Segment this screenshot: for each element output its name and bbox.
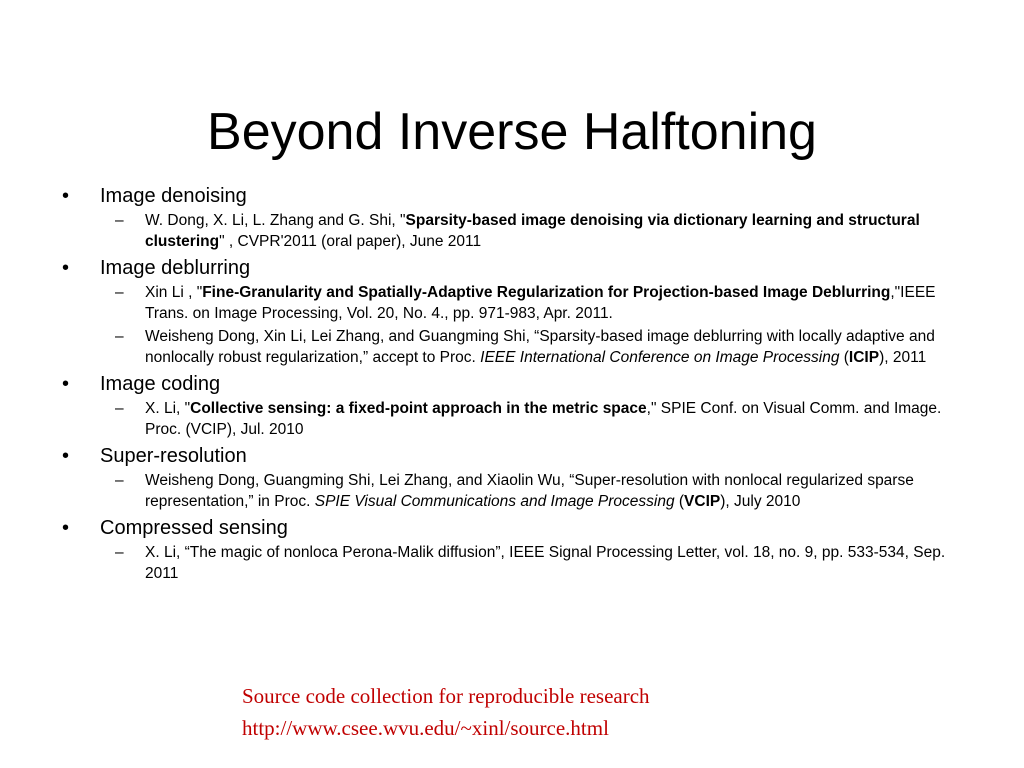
ref-text: X. Li, “The magic of nonloca Perona-Malik diffusion”, IEEE Signal Processing Letter, vol. 18, no. 9, pp. 533-534, Sep. 2011 [145,544,946,582]
bullet-icon: • [62,185,70,207]
ref-text-tail: ( [674,493,685,510]
section-image-coding [60,372,960,396]
dash-icon: – [115,328,124,345]
dash-icon: – [115,284,124,301]
section-heading: Image deblurring [100,257,251,279]
section-super-resolution [60,444,960,468]
ref-text-tail: " , CVPR'2011 (oral paper), June 2011 [219,233,482,250]
source-code-caption: Source code collection for reproducible research [242,684,650,708]
section-image-denoising [60,184,960,208]
ref-bold-title: Fine-Granularity and Spatially-Adaptive Regularization for Projection-based Image Deblurring [202,284,891,301]
ref-text-tail: ), 2011 [879,349,927,366]
slide-body [60,180,960,586]
section-heading: Image denoising [100,185,247,207]
bullet-icon: • [62,445,70,467]
dash-icon: – [115,212,124,229]
ref-text-tail: ), July 2010 [720,493,801,510]
ref-italic-venue: IEEE International Conference on Image Processing [480,349,840,366]
ref-text: W. Dong, X. Li, L. Zhang and G. Shi, " [145,212,406,229]
ref-text-tail: ( [839,349,849,366]
ref-italic-venue: SPIE Visual Communications and Image Processing [314,493,675,510]
section-heading: Super-resolution [100,445,247,467]
ref-text: Weisheng Dong, Xin Li, Lei Zhang, and Guangming Shi, “Sparsity-based image deblurring with locally adaptive and nonlocally robust regularization,” accept to Proc. [145,328,935,366]
reference-item [60,398,960,440]
ref-text: Weisheng Dong, Guangming Shi, Lei Zhang, and Xiaolin Wu, “Super-resolution with nonlocal regularized sparse representation,” in Proc. [145,472,914,510]
bullet-icon: • [62,373,70,395]
ref-text: Xin Li , " [145,284,203,301]
ref-text-tail: ,"IEEE Trans. on Image Processing, Vol. 20, No. 4., pp. 971-983, Apr. 2011. [145,284,936,322]
source-code-link[interactable]: http://www.csee.wvu.edu/~xinl/source.html [242,716,609,740]
bullet-icon: • [62,257,70,279]
dash-icon: – [115,544,124,561]
dash-icon: – [115,472,124,489]
section-image-deblurring [60,256,960,280]
slide-title: Beyond Inverse Halftoning [207,102,817,161]
ref-text-tail: ," SPIE Conf. on Visual Comm. and Image. Proc. (VCIP), Jul. 2010 [145,400,942,438]
bullet-icon: • [62,517,70,539]
section-compressed-sensing [60,516,960,540]
dash-icon: – [115,400,124,417]
reference-item [60,542,960,584]
reference-item [60,210,960,252]
reference-item [60,282,960,324]
ref-text: X. Li, " [145,400,191,417]
ref-bold-title: Collective sensing: a fixed-point approach in the metric space [190,400,647,417]
source-code-note [242,680,650,744]
ref-bold-title: Sparsity-based image denoising via dictionary learning and structural clustering [145,212,920,250]
reference-item [60,470,960,512]
ref-bold-acronym: VCIP [684,493,721,510]
ref-bold-acronym: ICIP [848,349,880,366]
section-heading: Image coding [100,373,221,395]
reference-item [60,326,960,368]
section-heading: Compressed sensing [100,517,288,539]
